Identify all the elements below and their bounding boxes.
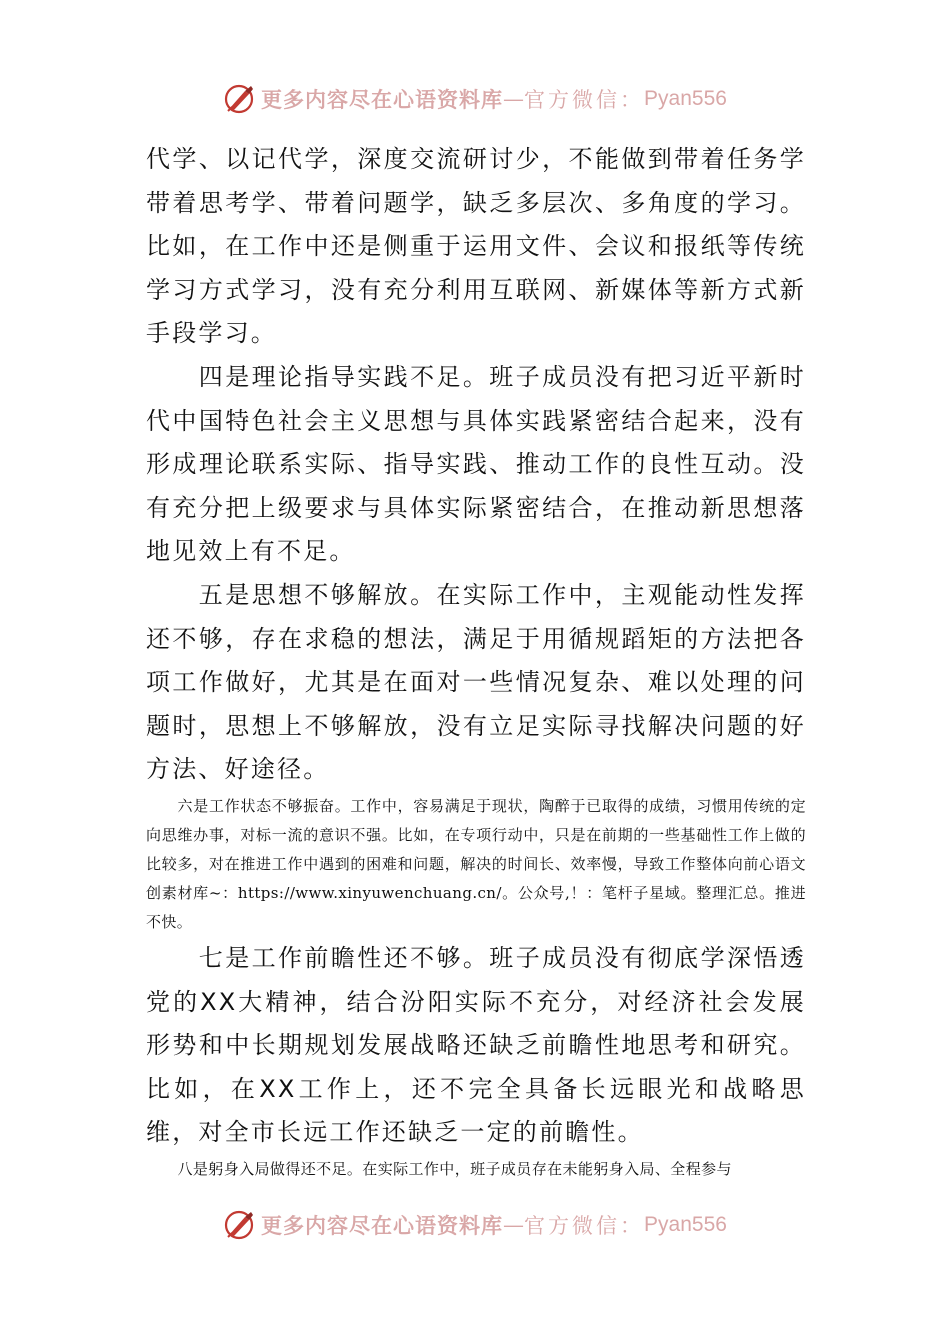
paragraph-point-8: 八是躬身入局做得还不足。在实际工作中，班子成员存在未能躬身入局、全程参与 [177, 1159, 732, 1178]
footer-banner [0, 1208, 950, 1252]
banner-slogan: 更多内容尽在心语资料库 [261, 87, 504, 112]
banner-separator: — [503, 1213, 525, 1237]
header-banner [0, 82, 950, 126]
pen-logo-icon [223, 1208, 257, 1242]
paragraph-point-4: 四是理论指导实践不足。班子成员没有把习近平新时代中国特色社会主义思想与具体实践紧密结合起来，没有形成理论联系实际、指导实践、推动工作的良性互动。没有充分把上级要求与具体实际紧密结合，在推动新思想落地见效上有不足。 [146, 362, 806, 566]
banner-slogan: 更多内容尽在心语资料库 [261, 1213, 504, 1238]
paragraph-continuation: 代学、以记代学，深度交流研讨少，不能做到带着任务学带着思考学、带着问题学，缺乏多层次、多角度的学习。比如，在工作中还是侧重于运用文件、会议和报纸等传统学习方式学习，没有充分利用互联网、新媒体等新方式新手段学习。 [146, 145, 806, 348]
document-body [146, 138, 806, 1184]
paragraph-point-5: 五是思想不够解放。在实际工作中，主观能动性发挥还不够，存在求稳的想法，满足于用循规蹈矩的方法把各项工作做好，尤其是在面对一些情况复杂、难以处理的问题时，思想上不够解放，没有立足实际寻找解决问题的好方法、好途径。 [146, 580, 806, 784]
banner-separator: — [503, 87, 525, 111]
paragraph-point-6: 六是工作状态不够振奋。工作中，容易满足于现状，陶醉于已取得的成绩，习惯用传统的定向思维办事，对标一流的意识不强。比如，在专项行动中，只是在前期的一些基础性工作上做的比较多，对在推进工作中遇到的困难和问题，解决的时间长、效率慢，导致工作整体向前心语文创素材库~：https://www.xinyuwenchuang.cn/。公众号,！：笔杆子星域。整理汇总。推进不快。 [146, 796, 806, 931]
banner-wechat-id: Pyan556 [644, 1213, 727, 1236]
pen-logo-icon [223, 82, 257, 116]
banner-wechat-label: 官方微信： [524, 1214, 645, 1238]
banner-wechat-label: 官方微信： [524, 88, 645, 112]
banner-wechat-id: Pyan556 [644, 87, 727, 110]
paragraph-point-7: 七是工作前瞻性还不够。班子成员没有彻底学深悟透党的XX大精神，结合汾阳实际不充分，对经济社会发展形势和中长期规划发展战略还缺乏前瞻性地思考和研究。比如，在XX工作上，还不完全具备长远眼光和战略思维，对全市长远工作还缺乏一定的前瞻性。 [146, 943, 806, 1147]
